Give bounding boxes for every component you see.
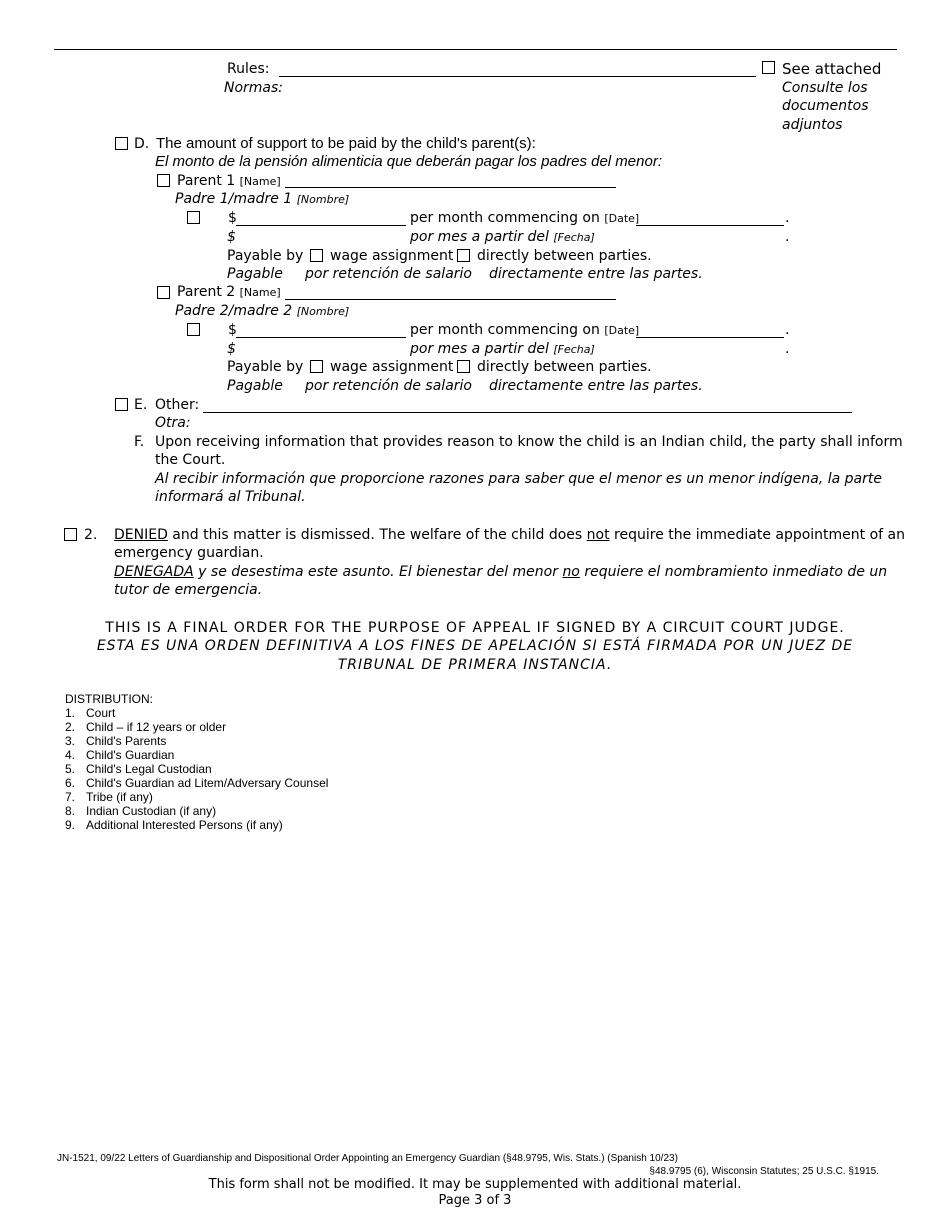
distribution-item-number: 7. [65, 790, 76, 804]
not-label: not [586, 527, 610, 543]
section-2-text-es-2: tutor de emergencia. [114, 582, 263, 598]
distribution-item-number: 1. [65, 706, 76, 720]
see-attached-es-2: documentos [782, 98, 869, 114]
parent-2-name-hint-es: [Nombre] [296, 305, 350, 318]
distribution-item [65, 818, 283, 832]
parent-1-name-hint-es: [Nombre] [296, 193, 350, 206]
parent-2-direct-label-es: directamente entre las partes. [489, 378, 703, 394]
parent-2-payable-by-es: Pagable [227, 378, 283, 394]
distribution-item [65, 804, 216, 818]
parent-1-amount-checkbox[interactable] [187, 211, 200, 224]
parent-1-wage-checkbox[interactable] [310, 249, 323, 262]
distribution-item-number: 9. [65, 818, 76, 832]
parent-2-name-hint: [Name] [239, 286, 281, 299]
parent-2-wage-label-es: por retención de salario [305, 378, 472, 394]
parent-1-payable-by: Payable by [227, 248, 304, 264]
distribution-heading: DISTRIBUTION: [65, 692, 154, 706]
section-e-label: Other: [155, 397, 200, 413]
parent-1-wage-label: wage assignment [330, 248, 454, 264]
parent-1-payable-by-es: Pagable [227, 266, 283, 282]
distribution-item-number: 3. [65, 734, 76, 748]
parent-1-checkbox[interactable] [157, 174, 170, 187]
section-f-text-es-2: informará al Tribunal. [155, 489, 306, 505]
section-2-text-es-b: requiere el nombramiento inmediato de un [579, 564, 888, 580]
final-order-es-2: TRIBUNAL DE PRIMERA INSTANCIA. [337, 657, 613, 673]
top-rule [54, 49, 897, 50]
parent-2-per-month-es: por mes a partir del [410, 341, 549, 357]
parent-2-per-month-row [410, 321, 639, 340]
distribution-item-text: Additional Interested Persons (if any) [86, 818, 283, 832]
parent-2-direct-label: directly between parties. [477, 359, 652, 375]
parent-1-label-row [177, 172, 281, 191]
section-e-checkbox[interactable] [115, 398, 128, 411]
parent-2-date-field[interactable] [636, 337, 784, 338]
parent-1-amount-field[interactable] [236, 225, 406, 226]
distribution-item [65, 706, 115, 720]
distribution-item-text: Child's Guardian [86, 748, 175, 762]
final-order-es-1: ESTA ES UNA ORDEN DEFINITIVA A LOS FINES DE APELACIÓN SI ESTÁ FIRMADA POR UN JUEZ DE [96, 638, 854, 654]
parent-2-label-es: Padre 2/madre 2 [175, 303, 293, 319]
parent-2-label-row [177, 283, 281, 302]
parent-2-per-month: per month commencing on [410, 322, 600, 338]
parent-1-dollar: $ [228, 210, 237, 226]
denied-label-es: DENEGADA [114, 564, 194, 580]
section-e-letter: E. [134, 397, 148, 413]
section-d-title: The amount of support to be paid by the child's parent(s): [156, 135, 536, 152]
distribution-item-text: Child's Parents [86, 734, 167, 748]
parent-1-direct-label-es: directamente entre las partes. [489, 266, 703, 282]
parent-2-period-es: . [785, 341, 790, 357]
parent-1-label-es-row [175, 190, 349, 209]
parent-2-checkbox[interactable] [157, 286, 170, 299]
parent-2-period: . [785, 322, 790, 338]
section-2-text-a: and this matter is dismissed. The welfare of the child does [167, 527, 587, 543]
distribution-item-number: 6. [65, 776, 76, 790]
parent-1-label: Parent 1 [177, 173, 236, 189]
parent-2-label: Parent 2 [177, 284, 236, 300]
parent-1-name-hint: [Name] [239, 175, 281, 188]
section-2-text-2: emergency guardian. [114, 545, 264, 561]
parent-2-wage-checkbox[interactable] [310, 360, 323, 373]
final-order-en: THIS IS A FINAL ORDER FOR THE PURPOSE OF APPEAL IF SIGNED BY A CIRCUIT COURT JUDGE. [105, 620, 845, 636]
distribution-item-text: Child's Guardian ad Litem/Adversary Counsel [86, 776, 329, 790]
section-d-checkbox[interactable] [115, 137, 128, 150]
parent-1-per-month-es: por mes a partir del [410, 229, 549, 245]
section-e-field[interactable] [203, 412, 852, 413]
parent-2-name-field[interactable] [285, 299, 616, 300]
footer-page-number: Page 3 of 3 [438, 1193, 512, 1208]
footer-statutes: §48.9795 (6), Wisconsin Statutes; 25 U.S.C. §1915. [649, 1166, 879, 1177]
section-f-text-1: Upon receiving information that provides reason to know the child is an Indian child, the party shall inform [155, 434, 903, 450]
section-2-checkbox[interactable] [64, 528, 77, 541]
rules-field[interactable] [279, 76, 756, 77]
parent-1-label-es: Padre 1/madre 1 [175, 191, 293, 207]
parent-1-per-month: per month commencing on [410, 210, 600, 226]
parent-1-per-month-es-row [410, 228, 595, 247]
section-f-text-es-1: Al recibir información que proporcione razones para saber que el menor es un menor indígena, la parte [155, 471, 882, 487]
distribution-item-number: 8. [65, 804, 76, 818]
distribution-item [65, 734, 166, 748]
distribution-item [65, 748, 174, 762]
see-attached-es-1: Consulte los [782, 80, 868, 96]
section-d-title-es: El monto de la pensión alimenticia que deberán pagar los padres del menor: [155, 153, 662, 170]
parent-1-wage-label-es: por retención de salario [305, 266, 472, 282]
distribution-item [65, 790, 153, 804]
parent-2-label-es-row [175, 302, 349, 321]
distribution-item-text: Child – if 12 years or older [86, 720, 227, 734]
parent-2-dollar: $ [228, 322, 237, 338]
section-2-text-es-a: y se desestima este asunto. El bienestar del menor [193, 564, 563, 580]
see-attached-es-3: adjuntos [782, 117, 843, 133]
distribution-item-text: Child's Legal Custodian [86, 762, 212, 776]
distribution-item-number: 5. [65, 762, 76, 776]
section-2-line-1 [114, 526, 905, 544]
rules-label: Rules: [227, 61, 270, 77]
distribution-item [65, 776, 328, 790]
parent-1-period: . [785, 210, 790, 226]
distribution-item-text: Tribe (if any) [86, 790, 153, 804]
section-2-number: 2. [84, 527, 98, 543]
no-label-es: no [562, 564, 580, 580]
section-2-line-es-1 [114, 563, 887, 581]
parent-2-dollar-es: $ [227, 341, 236, 357]
parent-1-per-month-row [410, 209, 639, 228]
parent-2-direct-checkbox[interactable] [457, 360, 470, 373]
parent-1-date-hint: [Date] [604, 212, 640, 225]
parent-2-amount-field[interactable] [236, 337, 406, 338]
parent-2-amount-checkbox[interactable] [187, 323, 200, 336]
rules-label-es: Normas: [224, 80, 284, 96]
parent-2-payable-by: Payable by [227, 359, 304, 375]
distribution-item-number: 2. [65, 720, 76, 734]
parent-1-direct-label: directly between parties. [477, 248, 652, 264]
section-f-letter: F. [134, 434, 145, 450]
distribution-item-number: 4. [65, 748, 76, 762]
parent-1-date-hint-es: [Fecha] [553, 231, 595, 244]
distribution-item-text: Court [86, 706, 116, 720]
section-2-text-b: require the immediate appointment of an [609, 527, 906, 543]
section-e-label-es: Otra: [155, 415, 191, 431]
see-attached-label: See attached [782, 60, 882, 78]
parent-1-name-field[interactable] [285, 187, 616, 188]
parent-2-per-month-es-row [410, 340, 595, 359]
parent-1-direct-checkbox[interactable] [457, 249, 470, 262]
section-d-letter: D. [134, 136, 150, 152]
parent-2-date-hint-es: [Fecha] [553, 343, 595, 356]
distribution-item [65, 720, 226, 734]
parent-2-wage-label: wage assignment [330, 359, 454, 375]
parent-1-date-field[interactable] [636, 225, 784, 226]
see-attached-checkbox[interactable] [762, 61, 775, 74]
distribution-item [65, 762, 212, 776]
parent-1-period-es: . [785, 229, 790, 245]
denied-label: DENIED [114, 527, 168, 543]
section-f-text-2: the Court. [155, 452, 226, 468]
footer-form-id: JN-1521, 09/22 Letters of Guardianship and Dispositional Order Appointing an Emergency Guardian (§48.9795, Wis. Stats.) (Spanish 10/23) [57, 1153, 678, 1164]
parent-2-date-hint: [Date] [604, 324, 640, 337]
distribution-item-text: Indian Custodian (if any) [86, 804, 217, 818]
footer-notice: This form shall not be modified. It may be supplemented with additional material. [208, 1177, 742, 1192]
parent-1-dollar-es: $ [227, 229, 236, 245]
